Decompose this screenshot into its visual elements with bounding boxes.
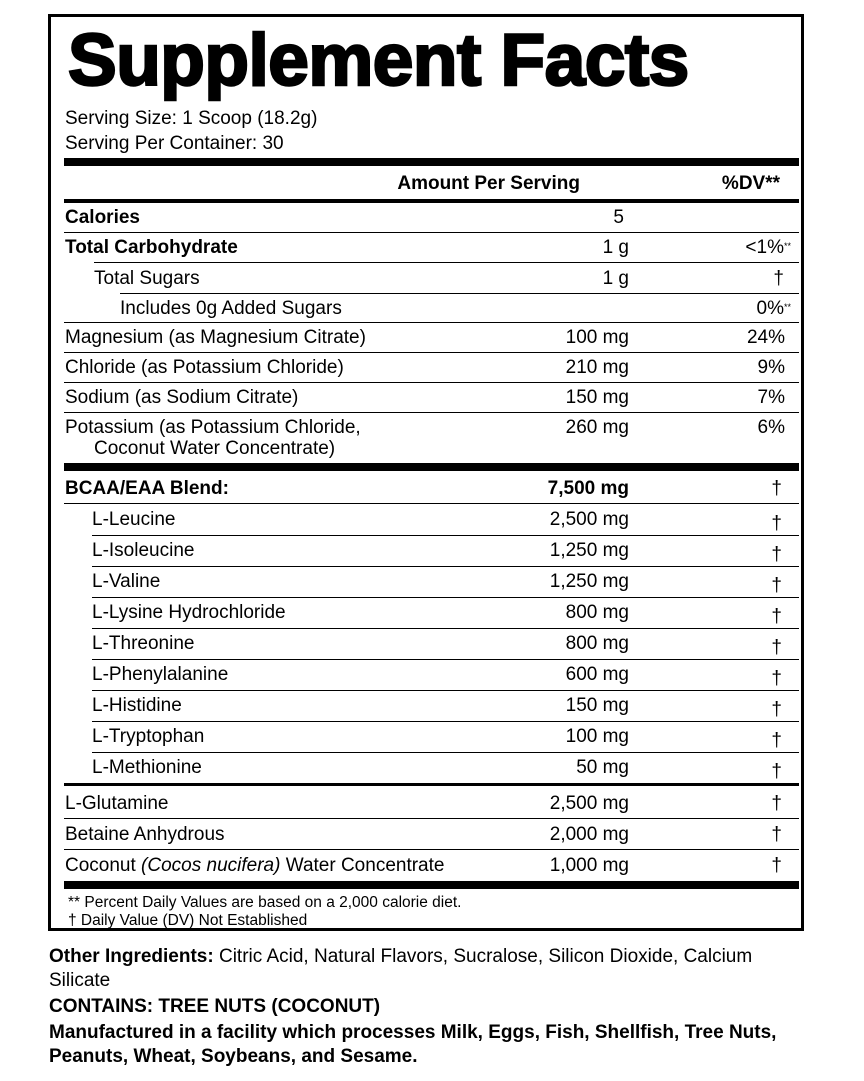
nutrient-amount: 210 mg [565, 357, 629, 378]
blend-item-amount: 50 mg [576, 757, 629, 778]
footnote-percent-dv: ** Percent Daily Values are based on a 2,000 calorie diet. [68, 894, 462, 911]
nutrient-name-line2: Coconut Water Concentrate) [94, 438, 336, 459]
row-divider [92, 535, 799, 536]
ingredient-name: Coconut (Cocos nucifera) Water Concentrate [65, 855, 445, 876]
nutrient-name: Total Sugars [94, 268, 200, 289]
nutrient-dv: 6% [757, 417, 785, 438]
row-divider [64, 412, 799, 413]
row-divider [92, 597, 799, 598]
nutrient-dv: 0% [756, 298, 784, 319]
nutrient-row-potassium [64, 417, 799, 461]
blend-item-name: L-Valine [92, 571, 161, 592]
serving-size: Serving Size: 1 Scoop (18.2g) [65, 108, 318, 129]
other-ingredients-label: Other Ingredients: [49, 946, 214, 967]
thick-divider [64, 463, 799, 471]
nutrient-amount: 1 g [602, 237, 629, 258]
row-divider [92, 690, 799, 691]
ingredient-name: Betaine Anhydrous [65, 824, 225, 845]
servings-per-container: Serving Per Container: 30 [65, 133, 284, 154]
row-divider [92, 721, 799, 722]
blend-item-name: L-Methionine [92, 757, 202, 778]
ingredient-name: L-Glutamine [65, 793, 169, 814]
row-divider [92, 752, 799, 753]
blend-name: BCAA/EAA Blend: [65, 478, 229, 499]
ingredient-dv: † [771, 793, 782, 814]
row-divider [64, 849, 799, 850]
nutrient-amount: 1 g [602, 268, 629, 289]
row-divider [64, 818, 799, 819]
nutrient-dv: 24% [746, 327, 785, 348]
blend-item-name: L-Tryptophan [92, 726, 205, 747]
blend-item-dv: † [771, 575, 782, 596]
blend-item-dv: † [771, 606, 782, 627]
latin-name: (Cocos nucifera) [141, 855, 281, 876]
ingredient-amount: 2,500 mg [549, 793, 629, 814]
other-ingredients-text: Citric Acid, Natural Flavors, Sucralose, Silicon Dioxide, Calcium Silicate [49, 946, 753, 991]
ingredient-dv: † [771, 855, 782, 876]
nutrient-name: Total Carbohydrate [65, 237, 238, 258]
blend-item-amount: 800 mg [565, 602, 629, 623]
nutrient-amount: 150 mg [565, 387, 629, 408]
ingredient-amount: 2,000 mg [549, 824, 629, 845]
medium-divider [64, 199, 799, 203]
nutrient-name: Chloride (as Potassium Chloride) [65, 357, 344, 378]
nutrient-dv: 9% [757, 357, 785, 378]
blend-dv: † [771, 478, 782, 499]
header-amount-per-serving: Amount Per Serving [397, 173, 580, 194]
blend-item-dv: † [771, 668, 782, 689]
row-divider [92, 659, 799, 660]
row-divider [64, 352, 799, 353]
ingredient-dv: † [771, 824, 782, 845]
row-divider [64, 503, 799, 504]
blend-item-name: L-Isoleucine [92, 540, 195, 561]
nutrient-name: Magnesium (as Magnesium Citrate) [65, 327, 366, 348]
nutrient-name: Calories [65, 207, 140, 228]
blend-item-amount: 1,250 mg [549, 571, 629, 592]
row-divider [64, 382, 799, 383]
other-ingredients [49, 945, 809, 993]
nutrient-name: Potassium (as Potassium Chloride, [65, 417, 361, 438]
nutrient-amount: 260 mg [565, 417, 629, 438]
blend-item-amount: 600 mg [565, 664, 629, 685]
row-divider [64, 322, 799, 323]
medium-divider [64, 783, 799, 786]
dv-mark: ** [783, 241, 791, 251]
blend-item-amount: 100 mg [565, 726, 629, 747]
blend-item-dv: † [771, 761, 782, 782]
nutrient-dv: † [773, 268, 784, 289]
nutrient-name: Sodium (as Sodium Citrate) [65, 387, 299, 408]
nutrient-dv: <1% [745, 237, 784, 258]
row-divider [64, 232, 799, 233]
blend-item-name: L-Lysine Hydrochloride [92, 602, 286, 623]
row-divider [92, 628, 799, 629]
dv-mark: ** [783, 302, 791, 312]
blend-item-dv: † [771, 637, 782, 658]
blend-item-dv: † [771, 513, 782, 534]
nutrient-name: Includes 0g Added Sugars [120, 298, 342, 319]
nutrient-amount: 5 [613, 207, 624, 228]
blend-item-name: L-Threonine [92, 633, 195, 654]
blend-item-name: L-Leucine [92, 509, 176, 530]
row-divider [120, 293, 799, 294]
supplement-facts-panel [48, 14, 804, 931]
blend-item-name: L-Histidine [92, 695, 182, 716]
thick-divider [64, 881, 799, 889]
row-divider [94, 262, 799, 263]
blend-item-amount: 150 mg [565, 695, 629, 716]
blend-item-dv: † [771, 544, 782, 565]
header-dv: %DV** [721, 173, 780, 194]
blend-item-name: L-Phenylalanine [92, 664, 229, 685]
blend-amount: 7,500 mg [547, 478, 629, 499]
blend-item-amount: 2,500 mg [549, 509, 629, 530]
allergen-contains: CONTAINS: TREE NUTS (COCONUT) [49, 996, 381, 1017]
nutrient-amount: 100 mg [565, 327, 629, 348]
blend-item-dv: † [771, 699, 782, 720]
panel-title: Supplement Facts [68, 20, 689, 101]
footnote-dagger: † Daily Value (DV) Not Established [68, 912, 308, 929]
nutrient-dv: 7% [757, 387, 785, 408]
blend-item-amount: 800 mg [565, 633, 629, 654]
blend-item-dv: † [771, 730, 782, 751]
blend-item-amount: 1,250 mg [549, 540, 629, 561]
facility-statement: Manufactured in a facility which processes Milk, Eggs, Fish, Shellfish, Tree Nuts, Peanuts, Wheat, Soybeans, and Sesame. [49, 1022, 777, 1067]
row-divider [92, 566, 799, 567]
thick-divider [64, 158, 799, 166]
ingredient-amount: 1,000 mg [549, 855, 629, 876]
